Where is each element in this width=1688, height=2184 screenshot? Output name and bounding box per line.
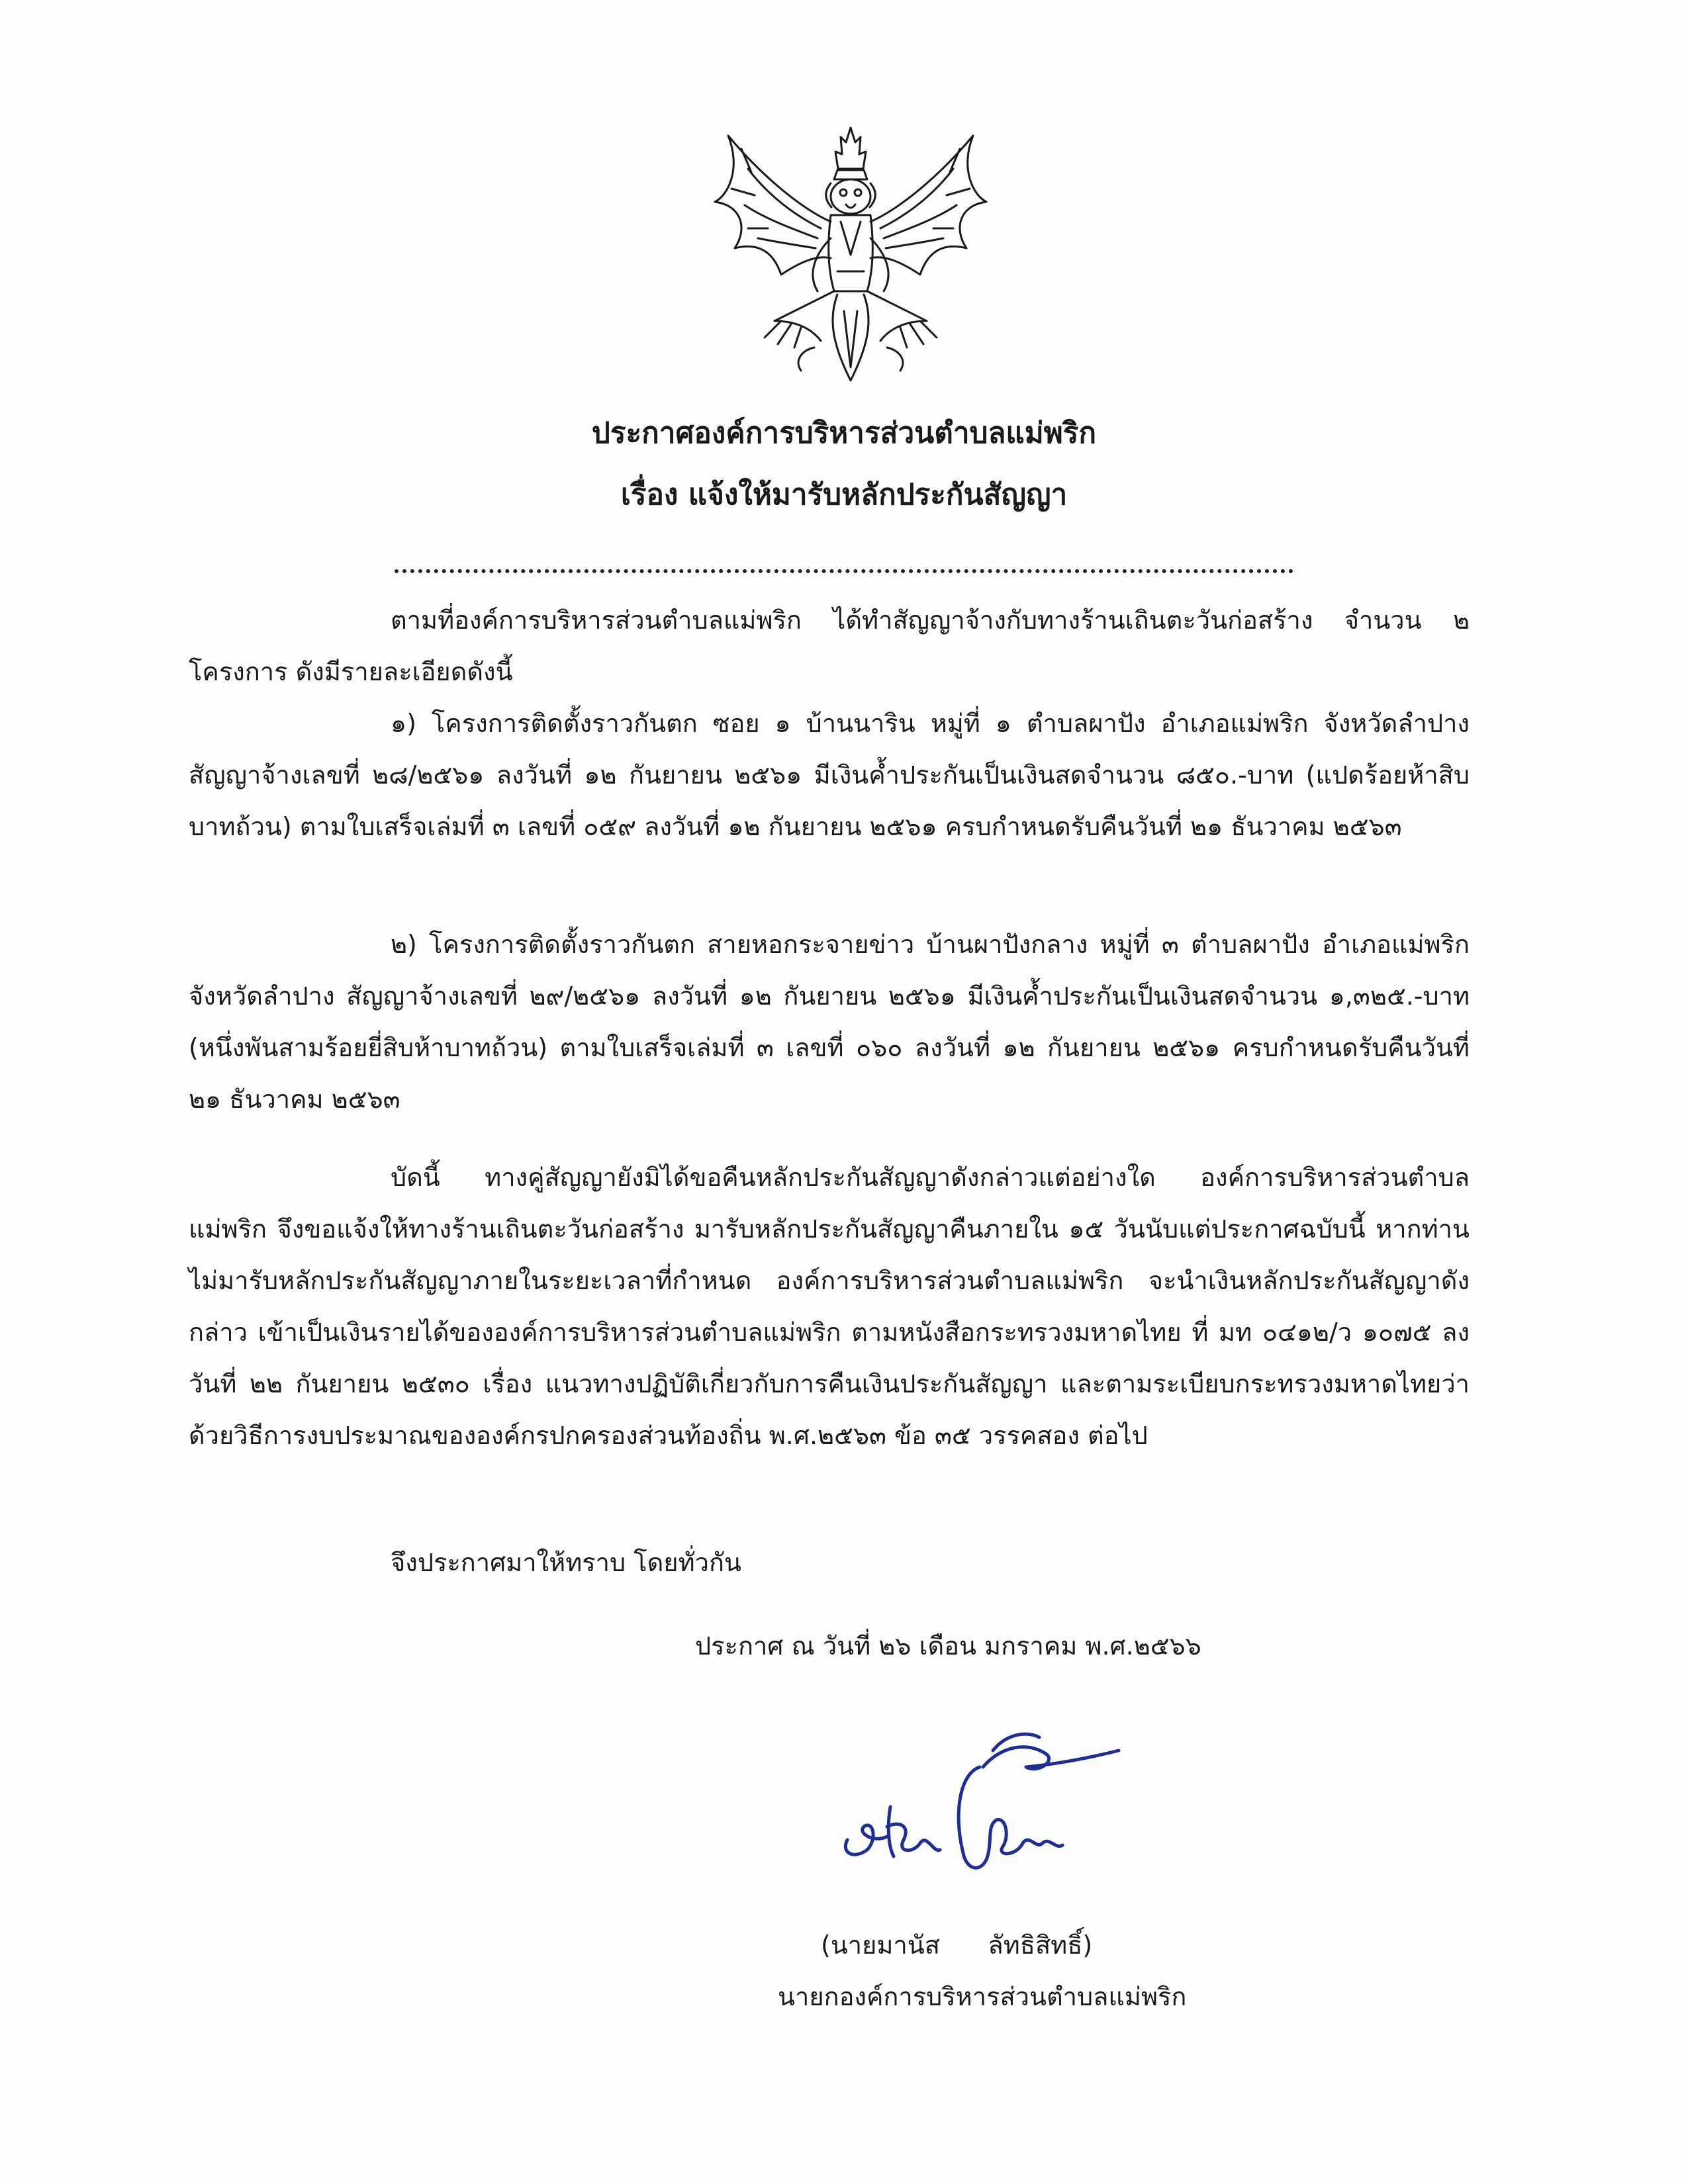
dotted-divider <box>395 569 1293 573</box>
closing-text: จึงประกาศมาให้ทราบ โดยทั่วกัน <box>391 1548 741 1577</box>
intro-paragraph <box>189 594 1470 698</box>
project-item-2-text: ๒) โครงการติดตั้งราวกันตก สายหอกระจายข่าว บ้านผาปังกลาง หมู่ที่ ๓ ตำบลผาปัง อำเภอแม่พริก จังหวัดลำปาง สัญญาจ้างเลขที่ ๒๙/๒๕๖๑ ลงวันที่ ๑๒ กันยายน ๒๕๖๑ มีเงินค้ำประกันเป็นเงินสดจำนวน ๑,๓๒๕.-บาท (หนึ่งพันสามร้อยยี่สิบห้าบาทถ้วน) ตามใบเสร็จเล่มที่ ๓ เลขที่ ๐๖๐ ลงวันที่ ๑๒ กันยายน ๒๕๖๑ ครบกำหนดรับคืนวันที่ ๒๑ ธันวาคม ๒๕๖๓ <box>189 930 1470 1114</box>
project-item-1 <box>189 698 1470 852</box>
announcement-title: ประกาศองค์การบริหารส่วนตำบลแม่พริก <box>591 416 1097 450</box>
garuda-emblem-icon <box>702 122 1000 387</box>
closing-paragraph <box>189 1537 1470 1588</box>
announcement-subject: เรื่อง แจ้งให้มารับหลักประกันสัญญา <box>620 478 1068 512</box>
main-text: บัดนี้ ทางคู่สัญญายังมิได้ขอคืนหลักประกันสัญญาดังกล่าวแต่อย่างใด องค์การบริหารส่วนตำบลแม่พริก จึงขอแจ้งให้ทางร้านเถินตะวันก่อสร้าง มารับหลักประกันสัญญาคืนภายใน ๑๕ วันนับแต่ประกาศฉบับนี้ หากท่านไม่มารับหลักประกันสัญญาภายในระยะเวลาที่กำหนด องค์การบริหารส่วนตำบลแม่พริก จะนำเงินหลักประกันสัญญาดังกล่าว เข้าเป็นเงินรายได้ขององค์การบริหารส่วนตำบลแม่พริก ตามหนังสือกระทรวงมหาดไทย ที่ มท ๐๔๑๒/ว ๑๐๗๕ ลงวันที่ ๒๒ กันยายน ๒๕๓๐ เรื่อง แนวทางปฏิบัติเกี่ยวกับการคืนเงินประกันสัญญา และตามระเบียบกระทรวงมหาดไทยว่าด้วยวิธีการงบประมาณขององค์กรปกครองส่วนท้องถิ่น พ.ศ.๒๕๖๓ ข้อ ๓๕ วรรคสอง ต่อไป <box>189 1163 1470 1450</box>
intro-text: ตามที่องค์การบริหารส่วนตำบลแม่พริก ได้ทำสัญญาจ้างกับทางร้านเถินตะวันก่อสร้าง จำนวน ๒ โครงการ ดังมีรายละเอียดดังนี้ <box>189 606 1470 686</box>
project-item-1-text: ๑) โครงการติดตั้งราวกันตก ซอย ๑ บ้านนาริน หมู่ที่ ๑ ตำบลผาปัง อำเภอแม่พริก จังหวัดลำปาง สัญญาจ้างเลขที่ ๒๘/๒๕๖๑ ลงวันที่ ๑๒ กันยายน ๒๕๖๑ มีเงินค้ำประกันเป็นเงินสดจำนวน ๘๕๐.-บาท (แปดร้อยห้าสิบบาทถ้วน) ตามใบเสร็จเล่มที่ ๓ เลขที่ ๐๕๙ ลงวันที่ ๑๒ กันยายน ๒๕๖๑ ครบกำหนดรับคืนวันที่ ๒๑ ธันวาคม ๒๕๖๓ <box>189 709 1470 841</box>
signer-name: (นายมานัส ลัทธิสิทธิ์) <box>821 1931 1093 1960</box>
announcement-date: ประกาศ ณ วันที่ ๒๖ เดือน มกราคม พ.ศ.๒๕๖๖ <box>695 1631 1201 1661</box>
project-item-2 <box>189 919 1470 1125</box>
main-paragraph <box>189 1152 1470 1461</box>
signature-icon <box>827 1727 1132 1886</box>
signer-position: นายกองค์การบริหารส่วนตำบลแม่พริก <box>778 1982 1187 2011</box>
